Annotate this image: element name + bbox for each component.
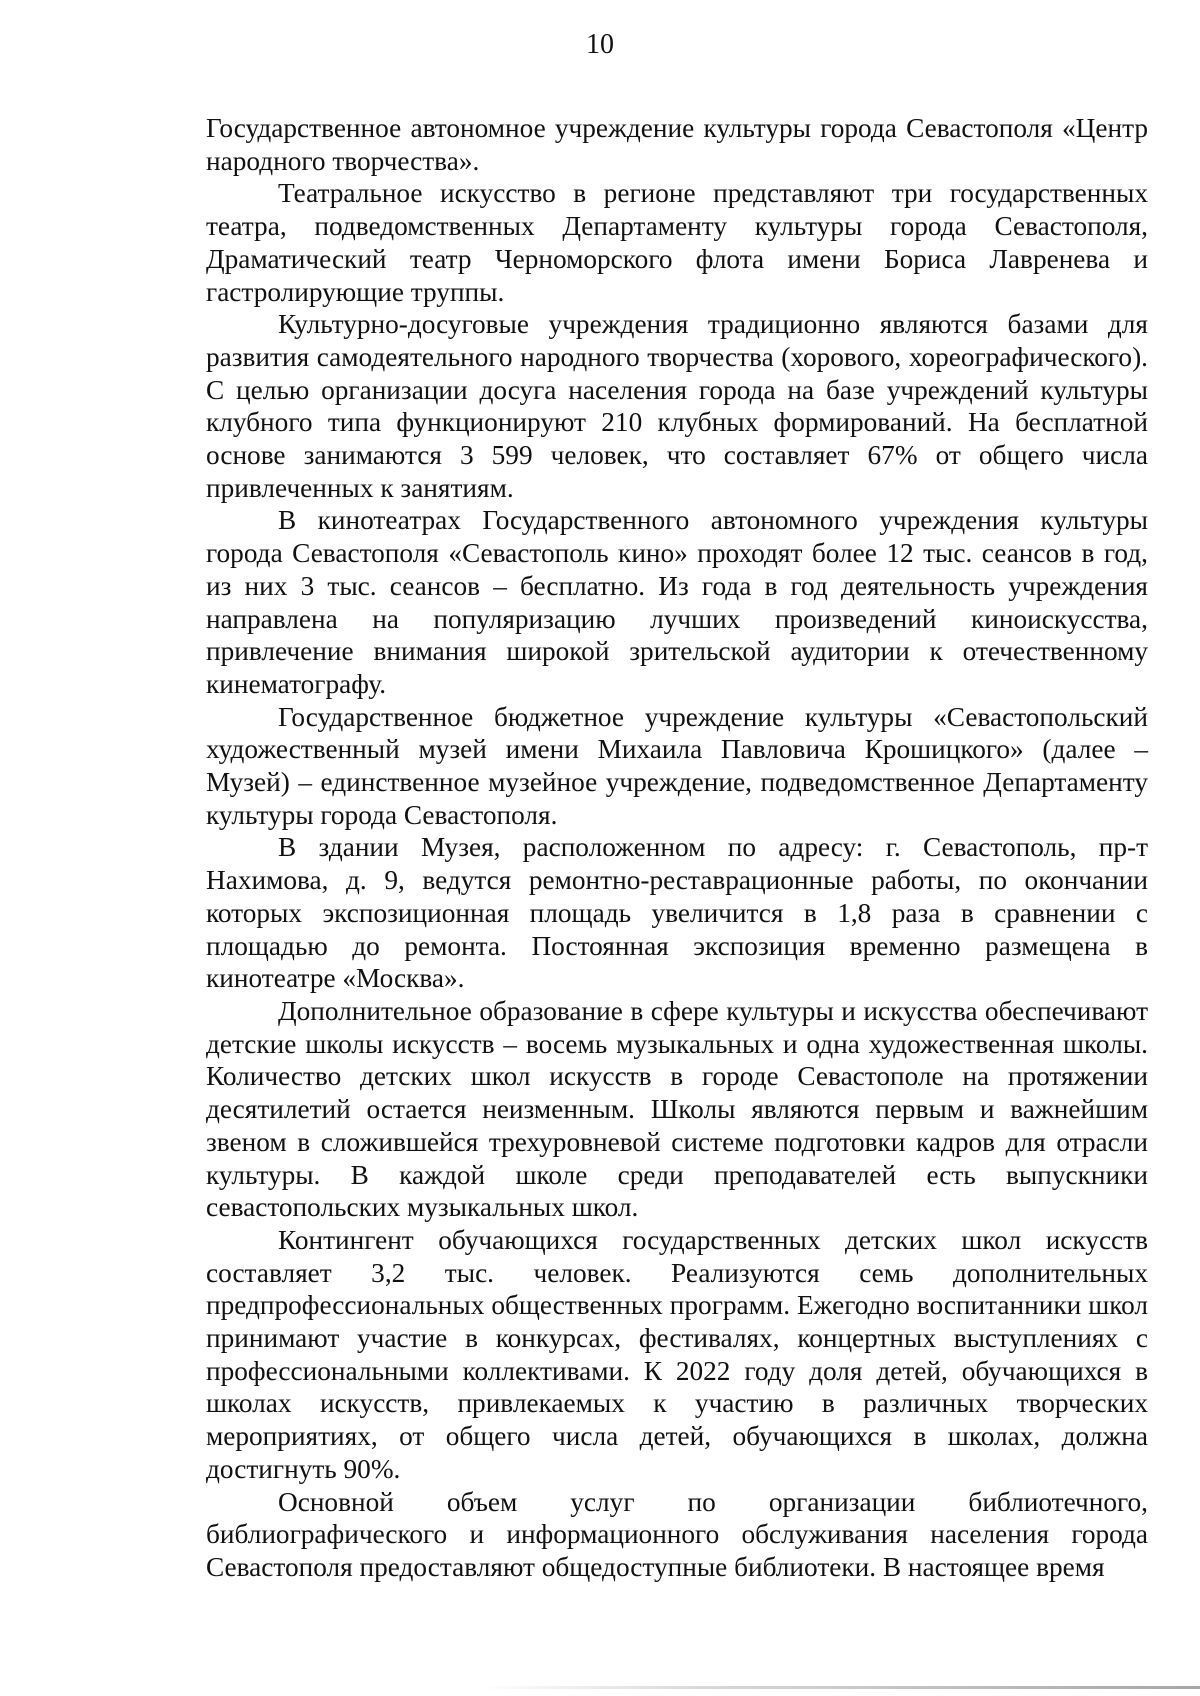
- paragraph-8: Контингент обучающихся государственных детских школ искусств составляет 3,2 тыс. человек. Реализуются семь дополнительных предпрофессиональных общественных программ. Ежегодно воспитанники школ принимают участие в конкурсах, фестивалях, концертных выступлениях с профессиональными коллективами. К 2022 году доля детей, обучающихся в школах искусств, привлекаемых к участию в различных творческих мероприятиях, от общего числа детей, обучающихся в школах, должна достигнуть 90%.: [206, 1224, 1148, 1484]
- paragraph-7: Дополнительное образование в сфере культуры и искусства обеспечивают детские школы искусств – восемь музыкальных и одна художественная школы. Количество детских школ искусств в городе Севастополе на протяжении десятилетий остается неизменным. Школы являются первым и важнейшим звеном в сложившейся трехуровневой системе подготовки кадров для отрасли культуры. В каждой школе среди преподавателей есть выпускники севастопольских музыкальных школ.: [206, 995, 1148, 1223]
- paragraph-4: В кинотеатрах Государственного автономного учреждения культуры города Севастополя «Севастополь кино» проходят более 12 тыс. сеансов в год, из них 3 тыс. сеансов – бесплатно. Из года в год деятельность учреждения направлена на популяризацию лучших произведений киноискусства, привлечение внимания широкой зрительской аудитории к отечественному кинематографу.: [206, 505, 1148, 699]
- scan-edge-artifact: [480, 1686, 1200, 1689]
- paragraph-2: Театральное искусство в регионе представляют три государственных театра, подведомственных Департаменту культуры города Севастополя, Драматический театр Черноморского флота имени Бориса Лавренева и гастролирующие труппы.: [206, 178, 1148, 307]
- paragraph-3: Культурно-досуговые учреждения традиционно являются базами для развития самодеятельного народного творчества (хорового, хореографического). С целью организации досуга населения города на базе учреждений культуры клубного типа функционируют 210 клубных формирований. На бесплатной основе занимаются 3 599 человек, что составляет 67% от общего числа привлеченных к занятиям.: [206, 309, 1148, 503]
- paragraph-9: Основной объем услуг по организации библиотечного, библиографического и информационного обслуживания населения города Севастополя предоставляют общедоступные библиотеки. В настоящее время: [206, 1486, 1148, 1582]
- document-body: [206, 112, 1148, 1584]
- page-number: 10: [586, 29, 614, 60]
- paragraph-5: Государственное бюджетное учреждение культуры «Севастопольский художественный музей имени Михаила Павловича Крошицкого» (далее – Музей) – единственное музейное учреждение, подведомственное Департаменту культуры города Севастополя.: [206, 701, 1148, 830]
- paragraph-1: Государственное автономное учреждение культуры города Севастополя «Центр народного творчества».: [206, 113, 1148, 176]
- paragraph-6: В здании Музея, расположенном по адресу: г. Севастополь, пр-т Нахимова, д. 9, ведутся ремонтно-реставрационные работы, по окончании которых экспозиционная площадь увеличится в 1,8 раза в сравнении с площадью до ремонта. Постоянная экспозиция временно размещена в кинотеатре «Москва».: [206, 832, 1148, 994]
